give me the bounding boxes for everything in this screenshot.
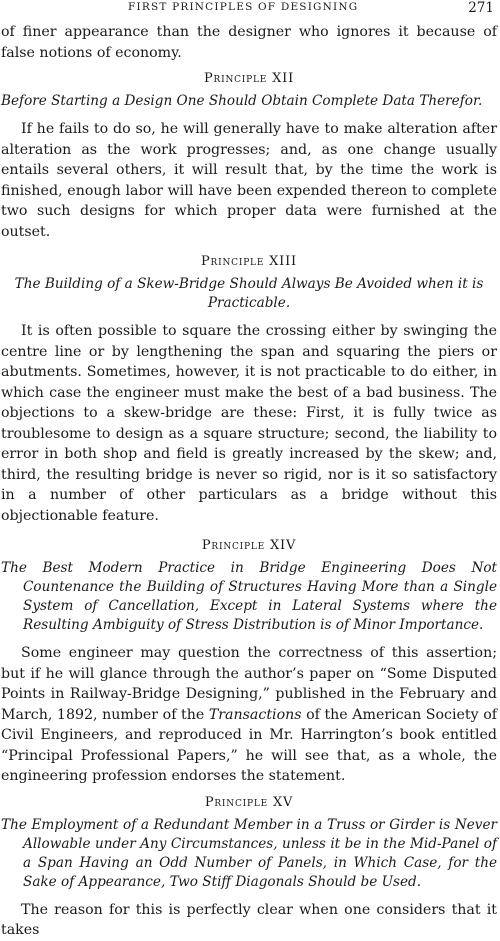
page-header bbox=[0, 0, 500, 18]
principle-12-heading: Principle XII bbox=[203, 71, 295, 86]
transactions-title: Transactions bbox=[208, 706, 302, 723]
principle-14-heading: Principle XIV bbox=[201, 538, 297, 553]
principle-12-title: Before Starting a Design One Should Obtain Complete Data Therefor. bbox=[1, 93, 483, 109]
intro-paragraph: of finer appearance than the designer who ignores it because of false notions of economy. bbox=[1, 24, 497, 61]
principle-13-heading: Principle XIII bbox=[201, 254, 297, 269]
principle-14-title: The Best Modern Practice in Bridge Engineering Does Not Countenance the Building of Structures Having More than a Single System of Cancellation, Except in Lateral Systems where the Resulting Ambiguity of Stress Distribution is of Minor Importance. bbox=[1, 560, 497, 633]
principle-15-title: The Employment of a Redundant Member in a Truss or Girder is Never Allowable under Any Circumstances, unless it be in the Mid-Panel of a Span Having an Odd Number of Panels, in Which Case, for the Sake of Appearance, Two Stiff Diagonals Should be Used. bbox=[1, 816, 497, 890]
principle-14-body-part-2: of the American Society of Civil Engineers, and reproduced in Mr. Harrington’s book entitled “Principal Professional Papers,” he will see that, as a whole, the engineering profession endorses the statement. bbox=[1, 706, 497, 784]
principle-15-body: The reason for this is perfectly clear when one considers that it takes bbox=[1, 901, 497, 938]
principle-13-body: It is often possible to square the crossing either by swinging the centre line or by lengthening the span and squaring the piers or abutments. Sometimes, however, it is not practicable to do either, in which case the engineer must make the best of a bad business. The objections to a skew-bridge are these: First, it is fully twice as troublesome to design as a square structure; second, the liability to error in both shop and field is greatly increased by the skew; and, third, the resulting bridge is never so rigid, nor is it so satisfactory in a number of other particulars as a bridge without this objectionable feature. bbox=[1, 323, 497, 524]
page-number: 271 bbox=[468, 0, 494, 16]
principle-12-body: If he fails to do so, he will generally have to make alteration after alteration as the work progresses; and, as one change usually entails several others, it will result that, by the time the work is finished, enough labor will have been expended thereon to complete two such designs for which proper data were furnished at the outset. bbox=[1, 121, 497, 240]
principle-14-body bbox=[1, 643, 497, 787]
principle-15-heading: Principle XV bbox=[204, 794, 294, 810]
principle-13-title: The Building of a Skew-Bridge Should Always Be Avoided when it is Practicable. bbox=[14, 276, 484, 311]
running-head: FIRST PRINCIPLES OF DESIGNING bbox=[128, 1, 359, 13]
page-body bbox=[1, 22, 497, 941]
principle-14-body-part-1: Some engineer may question the correctness of this assertion; but if he will glance through the author’s paper on “Some Disputed Points in Railway-Bridge Designing,” published in the February and March, 1892, number of the bbox=[1, 645, 497, 723]
